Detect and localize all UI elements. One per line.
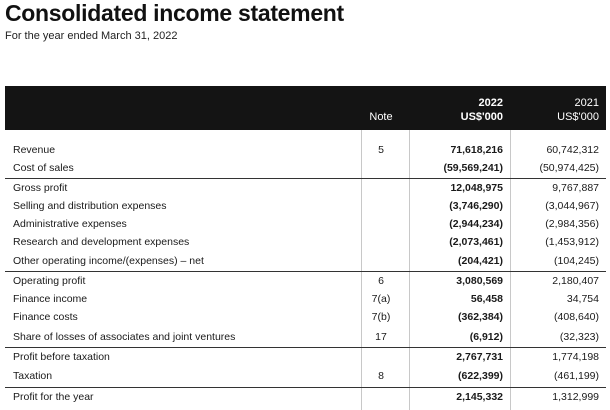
table-row [5, 197, 606, 215]
table-row [5, 367, 606, 385]
table-row [5, 328, 606, 346]
row-value-2021: 1,312,999 [552, 391, 599, 403]
table-row [5, 308, 606, 326]
row-value-2022: (59,569,241) [443, 162, 503, 174]
row-value-2021: (1,453,912) [545, 236, 599, 248]
row-note: 6 [378, 275, 384, 287]
row-label: Cost of sales [13, 162, 74, 174]
row-value-2022: (6,912) [469, 331, 503, 343]
row-label: Research and development expenses [13, 236, 190, 248]
row-value-2022: 71,618,216 [450, 144, 503, 156]
row-label: Operating profit [13, 275, 86, 287]
row-label: Finance income [13, 293, 88, 305]
table-header [5, 86, 606, 130]
table-row [5, 233, 606, 251]
table-row [5, 159, 606, 177]
row-value-2022: (2,073,461) [449, 236, 503, 248]
table-row [5, 387, 606, 406]
row-value-2022: (3,746,290) [449, 200, 503, 212]
table-row [5, 178, 606, 197]
row-label: Share of losses of associates and joint ventures [13, 331, 236, 343]
header-prior-year: 2021 [574, 97, 599, 109]
row-value-2022: (204,421) [458, 255, 503, 267]
table-row [5, 141, 606, 159]
row-label: Other operating income/(expenses) – net [13, 255, 204, 267]
row-value-2022: 3,080,569 [456, 275, 503, 287]
header-current-unit: US$'000 [460, 111, 503, 123]
row-value-2021: (408,640) [554, 311, 599, 323]
table-row [5, 347, 606, 366]
row-value-2022: 12,048,975 [450, 182, 503, 194]
header-prior-unit: US$'000 [557, 111, 599, 123]
row-value-2022: 2,767,731 [456, 351, 503, 363]
table-row [5, 271, 606, 290]
row-value-2021: (461,199) [554, 370, 599, 382]
row-value-2022: (2,944,234) [449, 218, 503, 230]
row-label: Finance costs [13, 311, 78, 323]
row-value-2022: 2,145,332 [456, 391, 503, 403]
row-value-2021: (2,984,356) [545, 218, 599, 230]
row-label: Taxation [13, 370, 53, 382]
row-note: 17 [375, 331, 387, 343]
page-title: Consolidated income statement [5, 0, 344, 26]
row-value-2021: (3,044,967) [545, 200, 599, 212]
row-value-2022: 56,458 [470, 293, 503, 305]
row-label: Profit before taxation [13, 351, 110, 363]
header-current-year: 2022 [478, 97, 503, 109]
row-label: Administrative expenses [13, 218, 127, 230]
row-value-2021: 9,767,887 [552, 182, 599, 194]
row-note: 5 [378, 144, 384, 156]
row-value-2021: 60,742,312 [546, 144, 599, 156]
table-row [5, 252, 606, 270]
row-value-2022: (362,384) [458, 311, 503, 323]
row-value-2021: (104,245) [554, 255, 599, 267]
row-note: 7(a) [371, 293, 391, 305]
row-value-2021: 1,774,198 [552, 351, 599, 363]
table-row [5, 290, 606, 308]
header-note: Note [369, 111, 393, 123]
row-value-2021: 34,754 [566, 293, 599, 305]
row-label: Gross profit [13, 182, 68, 194]
income-statement-table [5, 86, 606, 403]
row-value-2022: (622,399) [458, 370, 503, 382]
row-value-2021: (32,323) [559, 331, 599, 343]
row-note: 8 [378, 370, 384, 382]
table-row [5, 215, 606, 233]
row-label: Revenue [13, 144, 56, 156]
row-value-2021: (50,974,425) [539, 162, 599, 174]
row-note: 7(b) [371, 311, 391, 323]
row-label: Profit for the year [13, 391, 94, 403]
page-subtitle: For the year ended March 31, 2022 [5, 30, 178, 42]
row-label: Selling and distribution expenses [13, 200, 167, 212]
row-value-2021: 2,180,407 [552, 275, 599, 287]
